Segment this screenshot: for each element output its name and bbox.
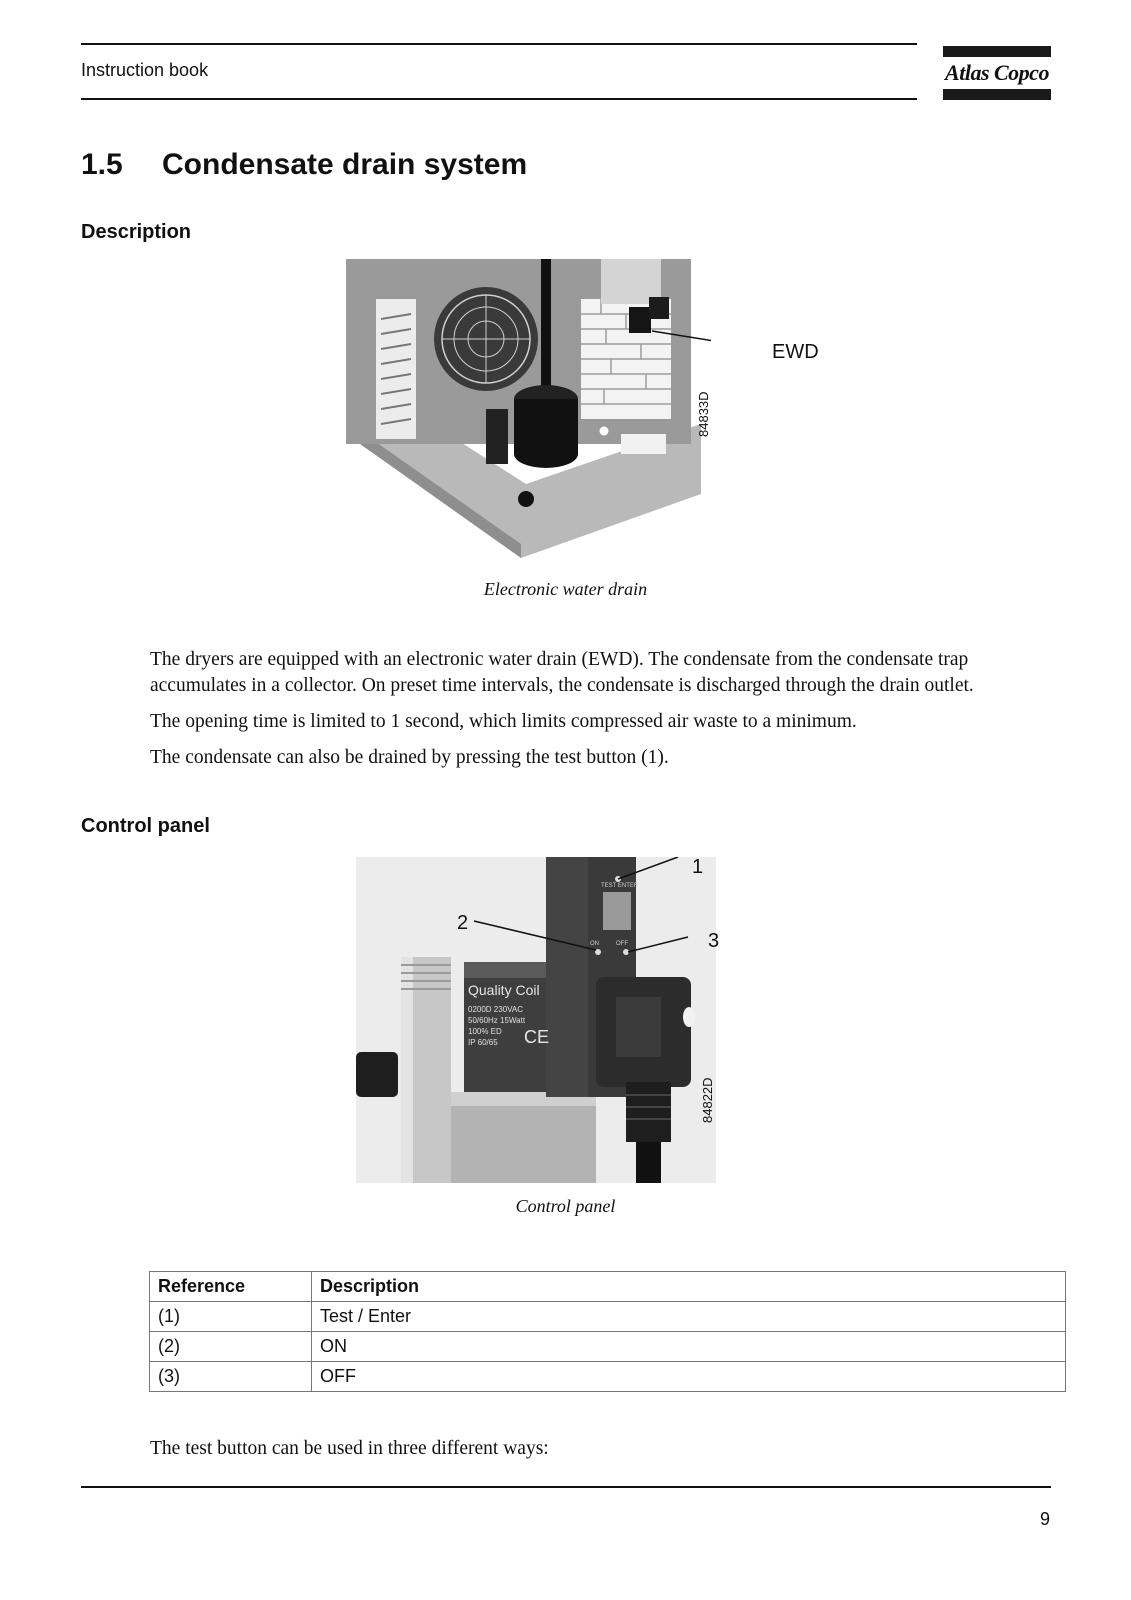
table-cell-reference: (2) <box>150 1332 312 1362</box>
control-panel-heading: Control panel <box>81 815 210 837</box>
logo-text: Atlas Copco <box>945 60 1049 85</box>
coil-spec-line: 100% ED <box>468 1027 502 1036</box>
ewd-callout-label: EWD <box>772 341 819 363</box>
footer-rule <box>81 1486 1051 1488</box>
coil-spec-line: 0200D 230VAC <box>468 1005 523 1014</box>
control-panel-figure-caption: Control panel <box>515 1196 616 1216</box>
control-panel-figure-code: 84822D <box>700 1077 715 1123</box>
ewd-figure-caption: Electronic water drain <box>483 579 648 599</box>
coil-spec-line: 50/60Hz 15Watt <box>468 1016 526 1025</box>
description-paragraph-2: The opening time is limited to 1 second, which limits compressed air waste to a minimum. <box>150 711 857 732</box>
description-paragraph-1: The dryers are equipped with an electronic water drain (EWD). The condensate from the condensate trap accumulates in a collector. On preset time intervals, the condensate is discharged through the drain outlet. <box>150 649 974 696</box>
section-title <box>81 148 527 182</box>
table-cell-description: ON <box>312 1332 1066 1362</box>
callout-2: 2 <box>457 912 469 934</box>
test-enter-label: TEST ENTER <box>601 883 639 889</box>
description-heading: Description <box>81 221 192 243</box>
control-panel-photo <box>356 857 716 1183</box>
table-cell-reference: (3) <box>150 1362 312 1392</box>
header-bottom-rule <box>81 98 917 100</box>
coil-spec-line: IP 60/65 <box>468 1038 498 1047</box>
ewd-figure-code: 84833D <box>696 391 711 437</box>
ewd-figure <box>346 259 711 558</box>
closing-text: The test button can be used in three different ways: <box>150 1438 549 1459</box>
table-header-reference: Reference <box>150 1272 312 1302</box>
section-number: 1.5 <box>81 148 123 181</box>
table-header-description: Description <box>312 1272 1066 1302</box>
ce-mark: CE <box>524 1027 550 1047</box>
description-paragraph-3: The condensate can also be drained by pressing the test button (1). <box>150 747 669 768</box>
atlas-copco-logo <box>943 46 1051 100</box>
table-row <box>150 1302 1066 1332</box>
on-label: ON <box>590 941 599 947</box>
table-row <box>150 1362 1066 1392</box>
callout-3: 3 <box>708 930 720 952</box>
table-cell-description: Test / Enter <box>312 1302 1066 1332</box>
off-label: OFF <box>616 941 628 947</box>
ewd-illustration <box>346 259 711 558</box>
coil-label: Quality Coil <box>468 982 540 998</box>
header-title: Instruction book <box>81 60 209 80</box>
callout-1: 1 <box>692 856 704 878</box>
header-top-rule <box>81 43 917 45</box>
table-cell-reference: (1) <box>150 1302 312 1332</box>
control-panel-figure <box>356 857 716 1183</box>
section-heading: Condensate drain system <box>162 148 528 181</box>
table-header-row <box>150 1272 1066 1302</box>
table-cell-description: OFF <box>312 1362 1066 1392</box>
table-row <box>150 1332 1066 1362</box>
page-number: 9 <box>1039 1509 1050 1529</box>
reference-table <box>149 1271 1066 1392</box>
